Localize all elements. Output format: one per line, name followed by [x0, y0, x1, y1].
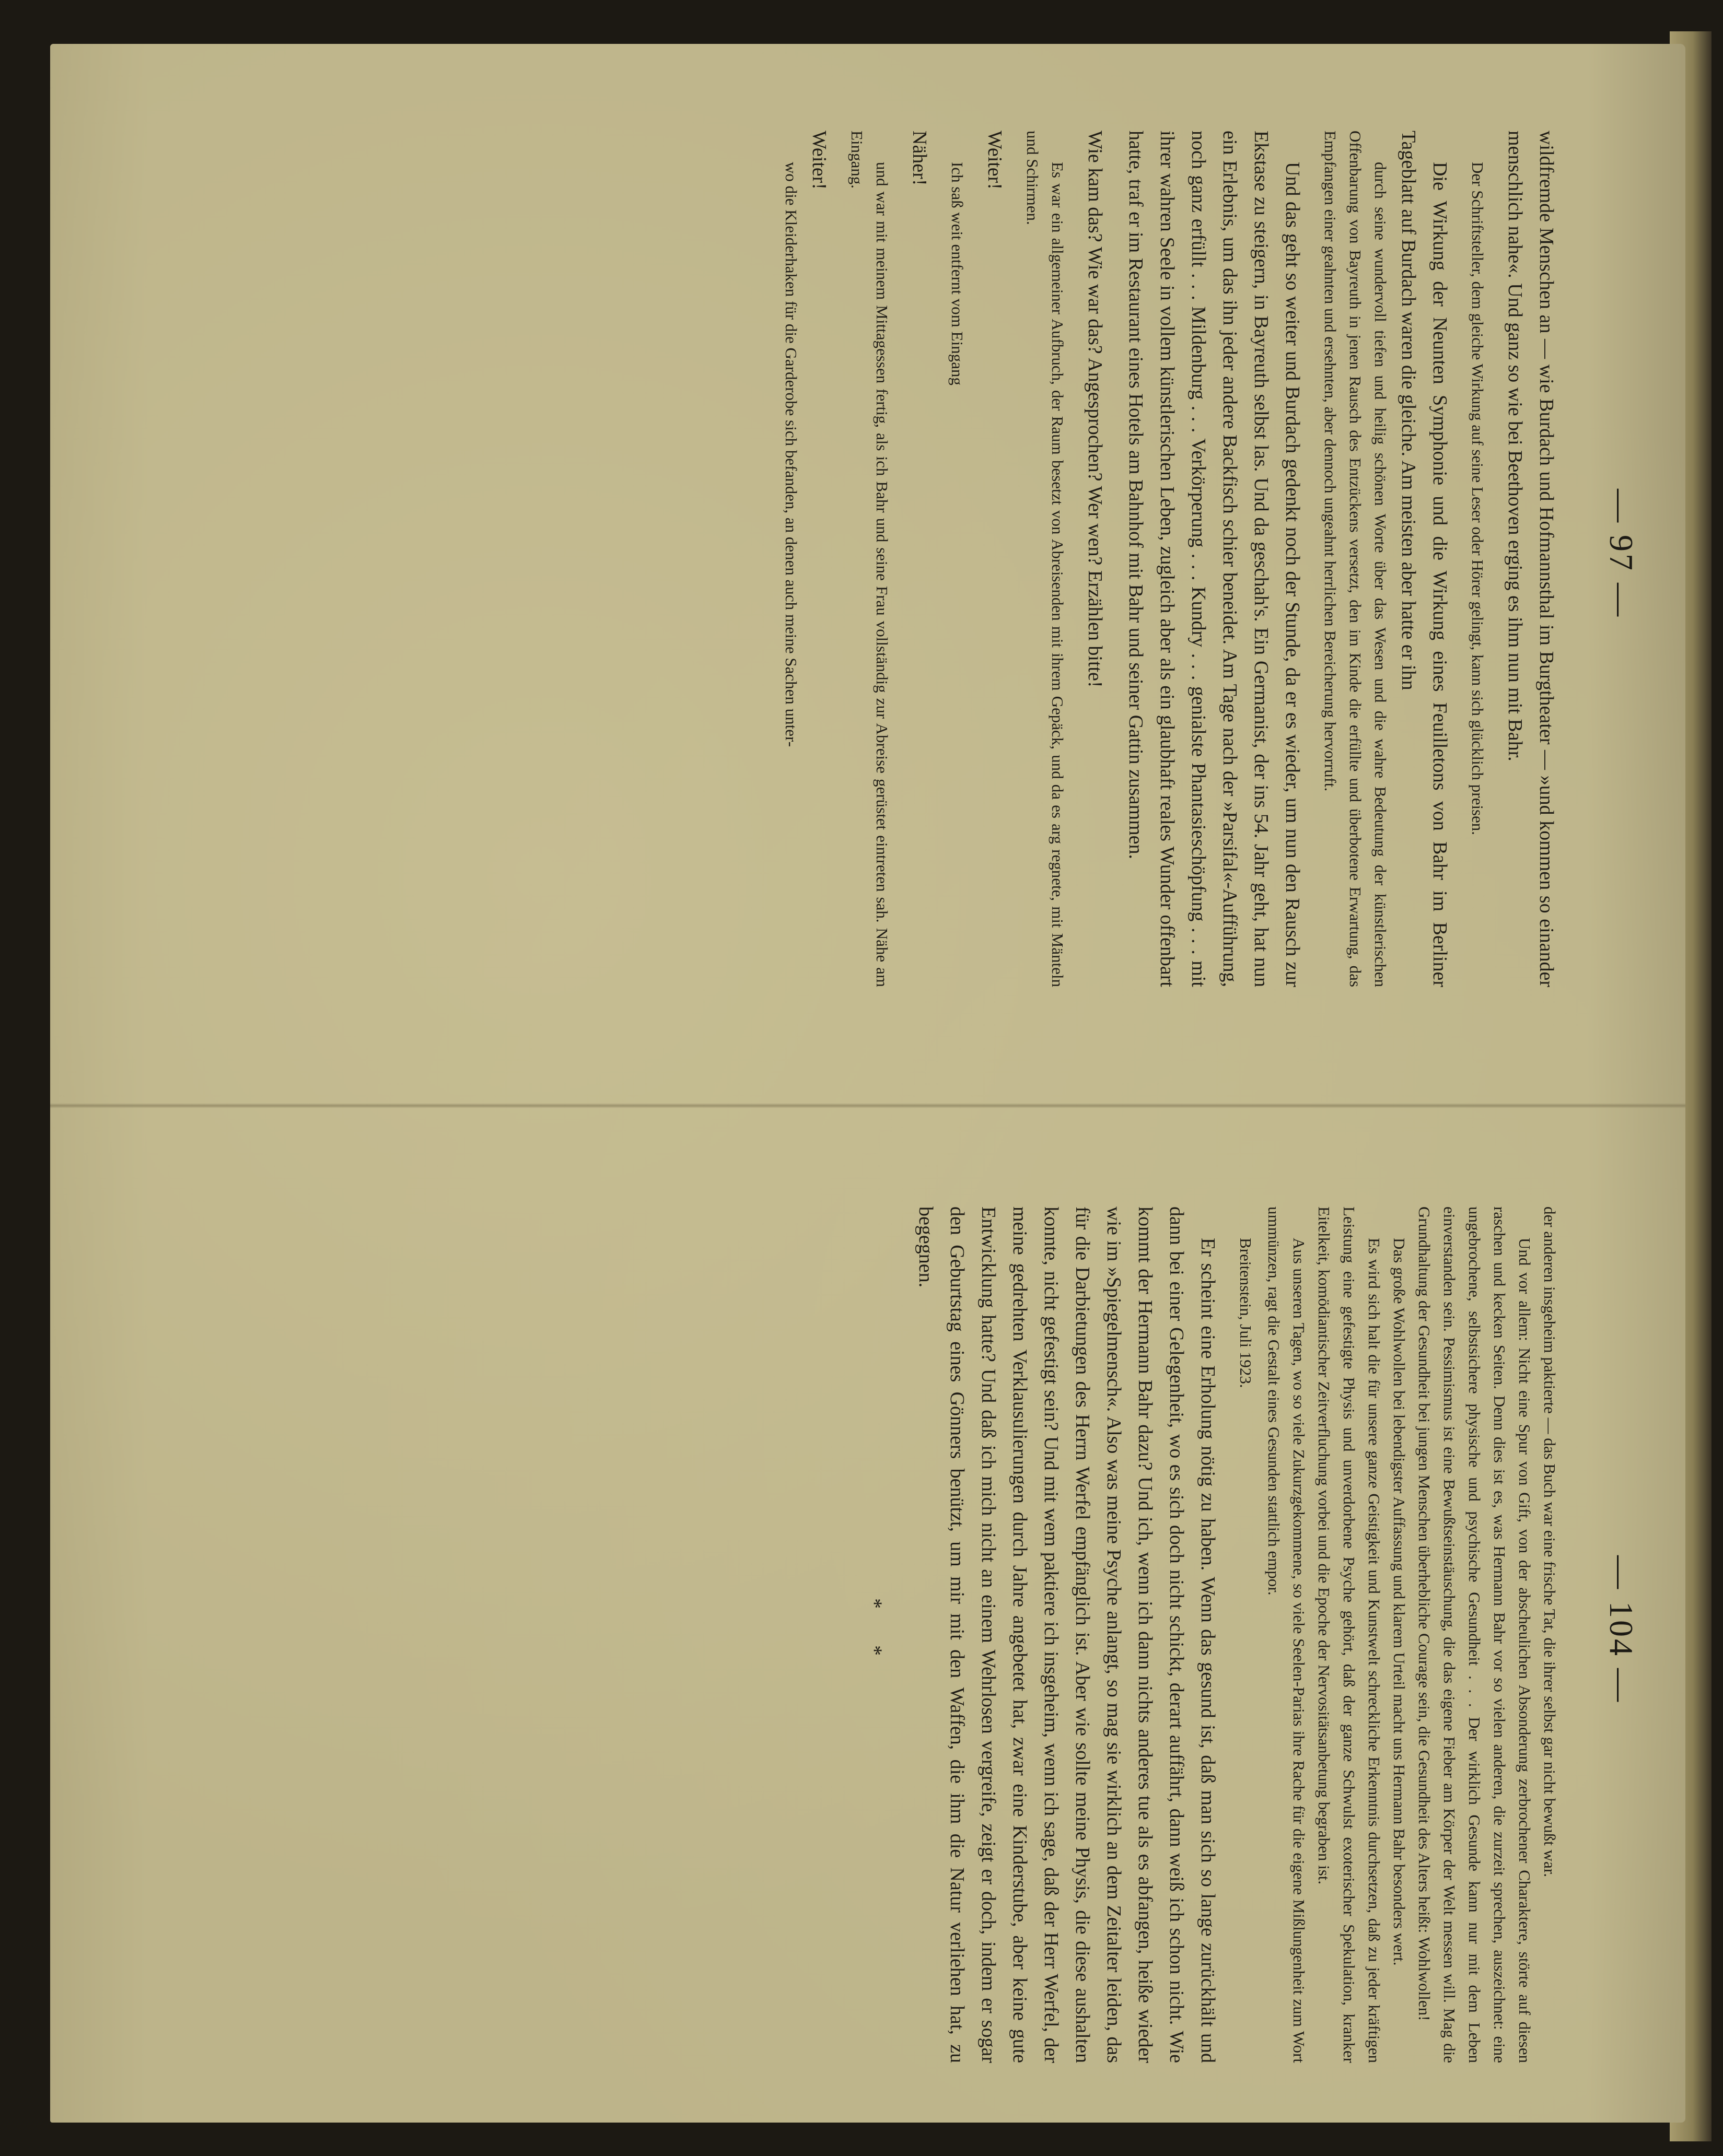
paragraph: Die Wirkung der Neunten Symphonie und die Wirkung eines Feuilletons von Bahr im Berliner Tageblatt auf Burdach waren die gleiche. Am meisten aber hatte er ihn	[1398, 131, 1451, 987]
paragraph: wo die Kleiderhaken für die Garderobe sich befanden, an denen auch meine Sachen unter-	[782, 162, 800, 747]
paragraph: Näher!	[909, 131, 930, 186]
text-column	[860, 1206, 1562, 2063]
section-end-stars: * *	[863, 1598, 887, 1671]
paragraph: Aus unseren Tagen, wo so viele Zukurzgekommene, so viele Seelen-Parias ihre Rache für die eigene Mißlungenheit zum Wort ummünzen, ragt die Gestalt eines Gesunden stattlich empor.	[1265, 1206, 1308, 2063]
paragraph: der anderen insgeheim paktierte — das Buch war eine frische Tat, die ihrer selbst gar nicht bewußt war.	[1541, 1206, 1559, 1878]
page-104	[73, 1144, 1640, 2115]
page-spread	[73, 68, 1640, 2115]
paragraph: Es wird sich halt die für unsere ganze Geistigkeit und Kunstwelt schreckliche Erkenntnis durchsetzen, daß zu jeder kräftigen Leistung eine gefestigte Physis und unverdorbene Psyche gehört, daß der ganze Schwulst exoterischer Spekulation, kranker Eitelkeit, komödiantischer Zeitverfluchung vorbei und die Epoche der Nervositätsanbetung begraben ist.	[1315, 1206, 1383, 2063]
page-number: — 104 —	[1603, 1555, 1640, 1704]
paragraph: Ich saß weit entfernt vom Eingang	[948, 162, 967, 385]
text-column	[778, 131, 1562, 987]
paragraph: und war mit meinem Mittagessen fertig, als ich Bahr und seine Frau vollständig zur Abreise gerüstet eintreten sah. Nähe am Eingang.	[848, 131, 891, 987]
paragraph: Wie kam das? Wie war das? Angesprochen? Wer wen? Erzählen bitte!	[1084, 131, 1106, 688]
dateline: Breitenstein, Juli 1923.	[1237, 1238, 1255, 1388]
paragraph: Weiter!	[984, 131, 1006, 190]
paragraph: Er scheint eine Erholung nötig zu haben. Wenn das gesund ist, daß man sich so lange zurückhält und dann bei einer Gelegenheit, wo es sich doch nicht schickt, derart auffährt, dann weiß ich schon nicht. Wie kommt der Hermann Bahr dazu? Und ich, wenn ich dann nichts anderes tue als es abfangen, heiße wieder wie im »Spiegelmensch«. Also was meine Psyche anlangt, so mag sie wirklich an dem Zeitalter leiden, das für die Darbietungen des Herrn Werfel empfänglich ist. Aber wie sollte meine Physis, die diese aushalten konnte, nicht gefestigt sein? Und mit wem paktiere ich insgeheim, wenn ich sage, daß der Herr Werfel, der meine gedrehten Verklausulierungen durch Jahre angebetet hat, zwar eine Kinderstube, aber keine gute Entwicklung hatte? Und daß ich mich nicht an einem Wehrlosen vergreife, zeigt er doch, indem er sogar den Geburtstag eines Gönners benützt, um mir mit den Waffen, die ihm die Natur verliehen hat, zu begegnen.	[915, 1206, 1219, 2063]
paragraph: Weiter!	[808, 131, 830, 190]
paragraph: Es war ein allgemeiner Aufbruch, der Raum besetzt von Abreisenden mit ihrem Gepäck, und da es arg regnete, mit Mänteln und Schirmen.	[1023, 131, 1067, 987]
paragraph: Das große Wohlwollen bei lebendigster Auffassung und klarem Urteil macht uns Hermann Bahr besonders wert.	[1390, 1238, 1408, 1966]
page-number: — 97 —	[1603, 489, 1640, 618]
paragraph: Und vor allem: Nicht eine Spur von Gift, von der abscheulichen Absonderung zerbrochener Charaktere, störte auf diesen raschen und kecken Seiten. Denn dies ist es, was Hermann Bahr vor so vielen anderen, die zurzeit sprechen, auszeichnet: eine ungebrochene, selbstsichere physische und psychische Gesundheit . . . Der wirklich Gesunde kann nur mit dem Leben einverstanden sein. Pessimismus ist eine Bewußtseinstäuschung, die das eigene Fieber am Körper der Welt messen will. Mag die Grundhaltung der Gesundheit bei jungen Menschen überhebliche Courage sein, die Gesundheit des Alters heißt: Wohlwollen!	[1415, 1206, 1534, 2063]
paragraph: wildfremde Menschen an — wie Burdach und Hofmannsthal im Burgtheater — »und kommen so einander menschlich nahe«. Und ganz so wie bei Beethoven erging es ihm nun mit Bahr.	[1504, 131, 1557, 987]
paragraph: Und das geht so weiter und Burdach gedenkt noch der Stunde, da er es wieder, um nun den Rausch zur Ekstase zu steigern, in Bayreuth selbst las. Und da geschah's. Ein Germanist, der ins 54. Jahr geht, hat nun ein Erlebnis, um das ihn jeder andere Backfisch schier beneidet. Am Tage nach der »Parsifal«-Aufführung, noch ganz erfüllt . . . Mildenburg . . . Verkörperung . . . Kundry . . . genialste Phantasieschöpfung . . . mit ihrer wahren Seele in vollem künstlerischen Leben, zugleich aber als ein glaubhaft reales Wunder offenbart hatte, traf er im Restaurant eines Hotels am Bahnhof mit Bahr und seiner Gattin zusammen.	[1125, 131, 1303, 987]
paragraph: durch seine wundervoll tiefen und heilig schönen Worte über das Wesen und die wahre Bedeutung der künstlerischen Offenbarung von Bayreuth in jenen Rausch des Entzückens versetzt, den im Kinde die erfüllte und überbotene Erwartung, das Empfangen einer geahnten und ersehnten, aber dennoch ungeahnt herrlichen Bereicherung hervorruft.	[1321, 131, 1390, 987]
page-97	[73, 68, 1640, 1039]
paragraph: Der Schriftsteller, dem gleiche Wirkung auf seine Leser oder Hörer gelingt, kann sich glücklich preisen.	[1469, 162, 1487, 836]
